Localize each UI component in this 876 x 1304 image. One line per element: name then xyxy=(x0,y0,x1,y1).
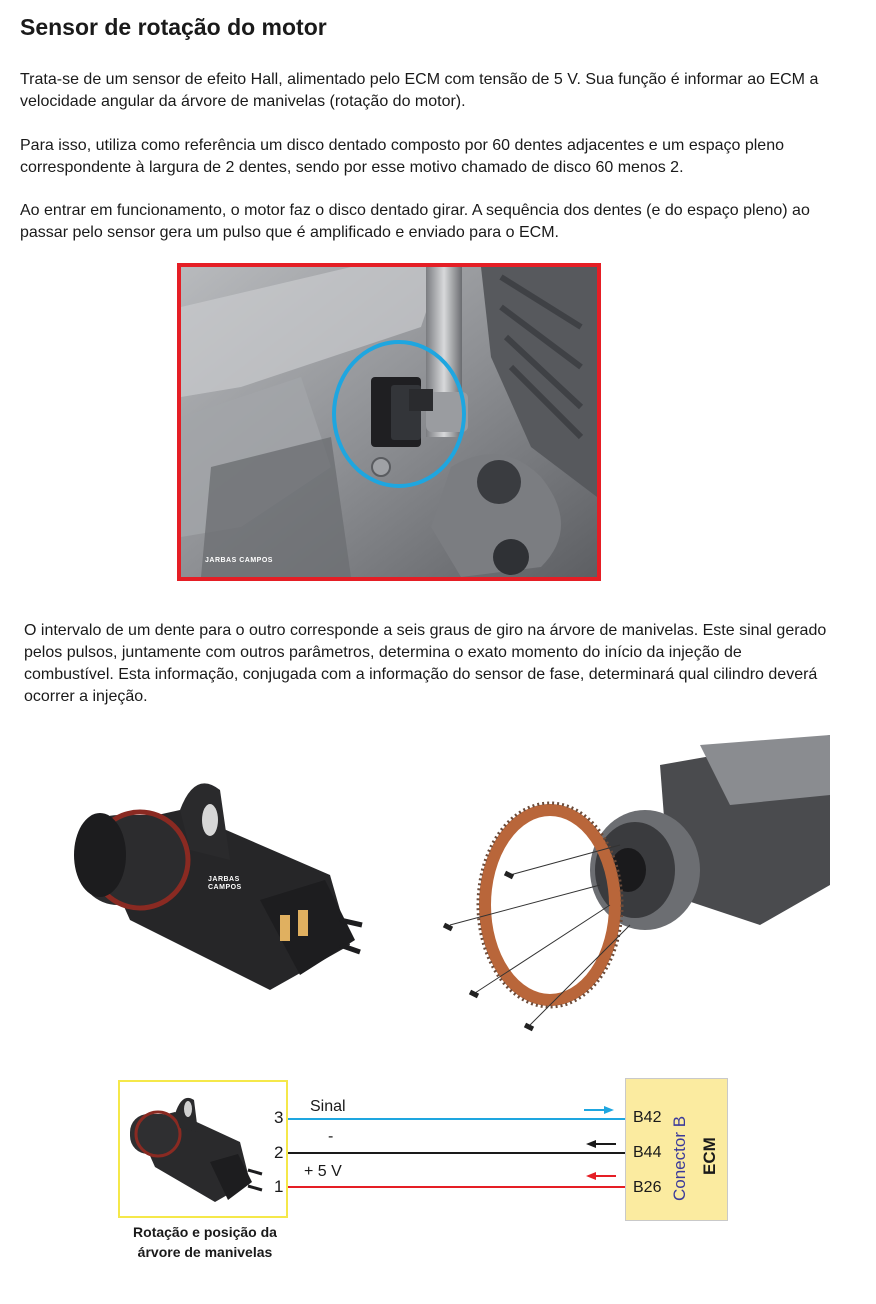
sensor-caption xyxy=(100,1222,310,1262)
sensor-watermark-2: CAMPOS xyxy=(208,884,242,891)
crankshaft-sensor-photo xyxy=(70,770,370,1000)
paragraph-1: Trata-se de um sensor de efeito Hall, alimentado pelo ECM com tensão de 5 V. Sua função é informar ao ECM a velocidade angular da árvore de manivelas (rotação do motor). xyxy=(20,71,819,110)
toothed-wheel xyxy=(485,810,615,1000)
caption-line-2: árvore de manivelas xyxy=(137,1244,273,1260)
engine-sensor-photo xyxy=(177,263,601,581)
paragraph-2: Para isso, utiliza como referência um disco dentado composto por 60 dentes adjacentes e um espaço pleno correspondente à largura de 2 dentes, sendo por esse motivo chamado de disco 60 menos 2. xyxy=(20,137,784,176)
wire-label-ground: - xyxy=(328,1128,334,1145)
ecm-box xyxy=(625,1078,728,1221)
wiring-lines xyxy=(288,1100,628,1200)
wire-label-5v: + 5 V xyxy=(304,1163,342,1180)
crankshaft-reluctor-illustration xyxy=(430,735,830,1035)
sensor-pin-3: 3 xyxy=(274,1108,284,1127)
photo-watermark: JARBAS CAMPOS xyxy=(205,557,273,564)
sensor-pin-1: 1 xyxy=(274,1177,284,1196)
ground-arrow-icon xyxy=(586,1140,616,1148)
caption-line-1: Rotação e posição da xyxy=(133,1224,277,1240)
paragraph-3: Ao entrar em funcionamento, o motor faz o disco dentado girar. A sequência dos dentes (e do espaço pleno) ao passar pelo sensor gera um pulso que é amplificado e enviado para o ECM. xyxy=(20,202,810,241)
ecm-pin-b26: B26 xyxy=(633,1179,662,1196)
sensor-thumbnail xyxy=(120,1082,286,1216)
paragraph-4: O intervalo de um dente para o outro corresponde a seis graus de giro na árvore de manivelas. Este sinal gerado pelos pulsos, juntamente com outros parâmetros, determina o exato momento do início da injeção de combustível. Esta informação, conjugada com a informação do sensor de fase, determinará qual cilindro deverá ocorrer a injeção. xyxy=(24,622,827,705)
engine-block-illustration xyxy=(181,267,597,577)
page-title: Sensor de rotação do motor xyxy=(20,14,327,40)
ecm-pin-b44: B44 xyxy=(633,1144,662,1161)
supply-arrow-icon xyxy=(586,1172,616,1180)
signal-arrow-icon xyxy=(584,1106,614,1114)
wire-label-signal: Sinal xyxy=(310,1098,346,1115)
connector-label: Conector B xyxy=(670,1115,689,1201)
ecm-label: ECM xyxy=(700,1137,719,1175)
sensor-thumbnail-box xyxy=(118,1080,288,1218)
ecm-pin-b42: B42 xyxy=(633,1109,662,1126)
sensor-pin-2: 2 xyxy=(274,1143,284,1162)
sensor-watermark-1: JARBAS xyxy=(208,876,240,883)
